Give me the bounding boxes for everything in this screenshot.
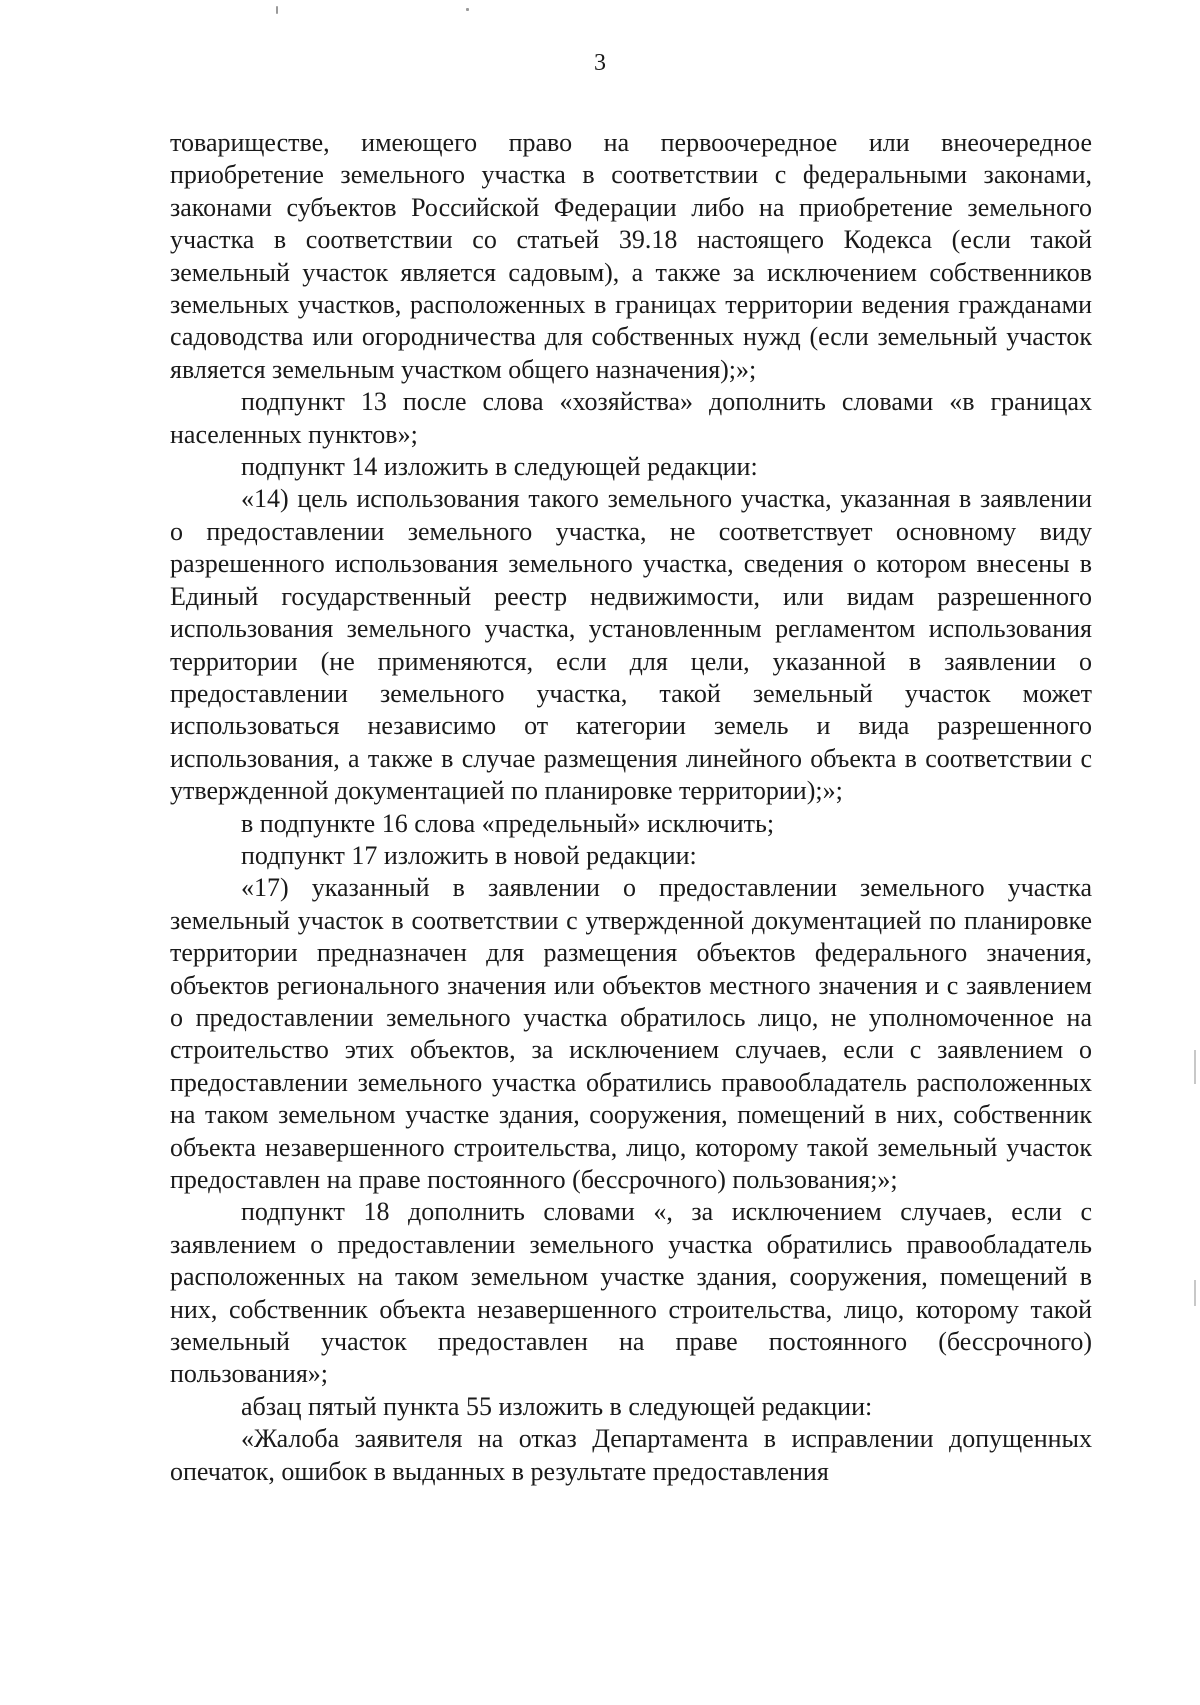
paragraph-subitem-18: подпункт 18 дополнить словами «, за исключением случаев, если с заявлением о предоставлении земельного участка обратились правообладатель расположенных на таком земельном участке здания, сооружения, помещений в них, собственник объекта незавершенного строительства, лицо, которому такой земельный участок предоставлен на праве постоянного (бессрочного) пользования»; xyxy=(170,1197,1092,1389)
document-body xyxy=(170,127,1092,1488)
scan-speck xyxy=(276,6,278,14)
paragraph-continuation: товариществе, имеющего право на первоочередное или внеочередное приобретение земельного участка в соответствии с федеральными законами, законами субъектов Российской Федерации либо на приобретение земельного участка в соответствии со статьей 39.18 настоящего Кодекса (если такой земельный участок является садовым), а также за исключением собственников земельных участков, расположенных в границах территории ведения гражданами садоводства или огородничества для собственных нужд (если земельный участок является земельным участком общего назначения);»; xyxy=(170,128,1092,384)
paragraph-subitem-13: подпункт 13 после слова «хозяйства» дополнить словами «в границах населенных пунктов»; xyxy=(170,387,1092,449)
paragraph-subitem-14-intro: подпункт 14 изложить в следующей редакции: xyxy=(241,452,758,482)
scan-edge-mark xyxy=(1194,1280,1196,1306)
paragraph-subitem-16: в подпункте 16 слова «предельный» исключить; xyxy=(241,808,775,838)
page-number: 3 xyxy=(594,50,606,76)
paragraph-subitem-14-text: «14) цель использования такого земельного участка, указанная в заявлении о предоставлении земельного участка, не соответствует основному виду разрешенного использования земельного участка, сведения о котором внесены в Единый государственный реестр недвижимости, или видам разрешенного использования земельного участка, установленным регламентом использования территории (не применяются, если для цели, указанной в заявлении о предоставлении земельного участка, такой земельный участок может использоваться независимо от категории земель и вида разрешенного использования, а также в случае размещения линейного объекта в соответствии с утвержденной документацией по планировке территории);»; xyxy=(170,484,1092,806)
paragraph-subitem-17-intro: подпункт 17 изложить в новой редакции: xyxy=(241,840,697,870)
paragraph-subitem-17-text: «17) указанный в заявлении о предоставлении земельного участка земельный участок в соответствии с утвержденной документацией по планировке территории предназначен для размещения объектов федерального значения, объектов регионального значения или объектов местного значения и с заявлением о предоставлении земельного участка обратилось лицо, не уполномоченное на строительство этих объектов, за исключением случаев, если с заявлением о предоставлении земельного участка обратились правообладатель расположенных на таком земельном участке здания, сооружения, помещений в них, собственник объекта незавершенного строительства, лицо, которому такой земельный участок предоставлен на праве постоянного (бессрочного) пользования;»; xyxy=(170,873,1092,1194)
scan-speck xyxy=(466,8,469,11)
paragraph-complaint-text: «Жалоба заявителя на отказ Департамента в исправлении допущенных опечаток, ошибок в выданных в результате предоставления xyxy=(170,1424,1092,1486)
paragraph-item-55-intro: абзац пятый пункта 55 изложить в следующей редакции: xyxy=(241,1391,873,1421)
scan-edge-mark xyxy=(1194,1050,1196,1084)
